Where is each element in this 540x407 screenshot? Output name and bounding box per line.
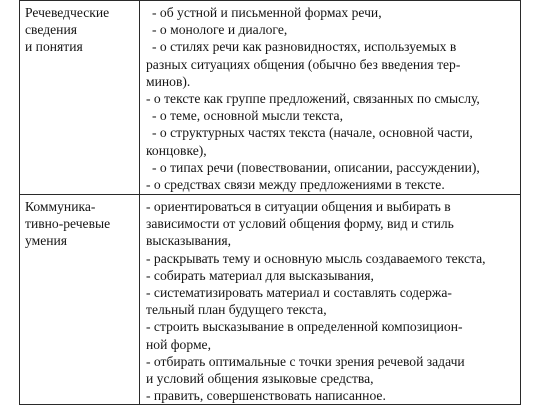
row-label-line: и понятия [25,39,83,55]
content-line: - о типах речи (повествовании, описании, рассуждении), [152,159,480,175]
content-line: разных ситуациях общения (обычно без введения тер- [146,56,461,72]
content-line: - о теме, основной мысли текста, [152,108,343,124]
content-line: тельный план будущего текста, [146,302,327,318]
row-label-line: Коммуника- [25,199,96,214]
content-line: - ориентироваться в ситуации общения и выбирать в [146,199,451,214]
content-line: - о тексте как группе предложений, связанных по смыслу, [146,91,480,107]
row-label-line: Речеведческие [25,5,110,20]
content-line: - о структурных частях текста (начале, основной части, [152,125,473,141]
content-line: - собирать материал для высказывания, [146,267,374,283]
row-label-line: сведения [25,22,77,38]
content-line: - отбирать оптимальные с точки зрения речевой задачи [146,353,465,369]
row-label-cell [20,1,140,195]
table-row-communicative-skills [20,195,521,405]
content-line: - раскрывать тему и основную мысль создаваемого текста, [146,250,486,266]
content-line: - систематизировать материал и составлять содержа- [146,285,452,301]
table-row-speech-concepts [20,1,521,195]
content-line: - о стилях речи как разновидностях, используемых в [152,39,457,55]
row-content-cell [140,195,521,405]
row-label-line: тивно-речевые [25,216,111,232]
content-line: - править, совершенствовать написанное. [146,388,386,404]
content-line: - строить высказывание в определенной композицион- [146,319,463,335]
content-line: - об устной и письменной формах речи, [152,5,382,20]
content-line: зависимости от условий общения форму, вид и стиль [146,216,454,232]
content-line: и условий общения языковые средства, [146,371,374,387]
content-line: - о средствах связи между предложениями в тексте. [146,177,445,193]
content-line: минов). [146,73,191,89]
content-line: ной форме, [146,336,211,352]
content-line: концовке), [146,142,207,158]
row-label-cell [20,195,140,405]
content-line: высказывания, [146,233,231,249]
content-line: - о монологе и диалоге, [152,22,288,38]
row-label-line: умения [25,233,68,249]
document-table [19,0,521,405]
row-content-cell [140,1,521,195]
